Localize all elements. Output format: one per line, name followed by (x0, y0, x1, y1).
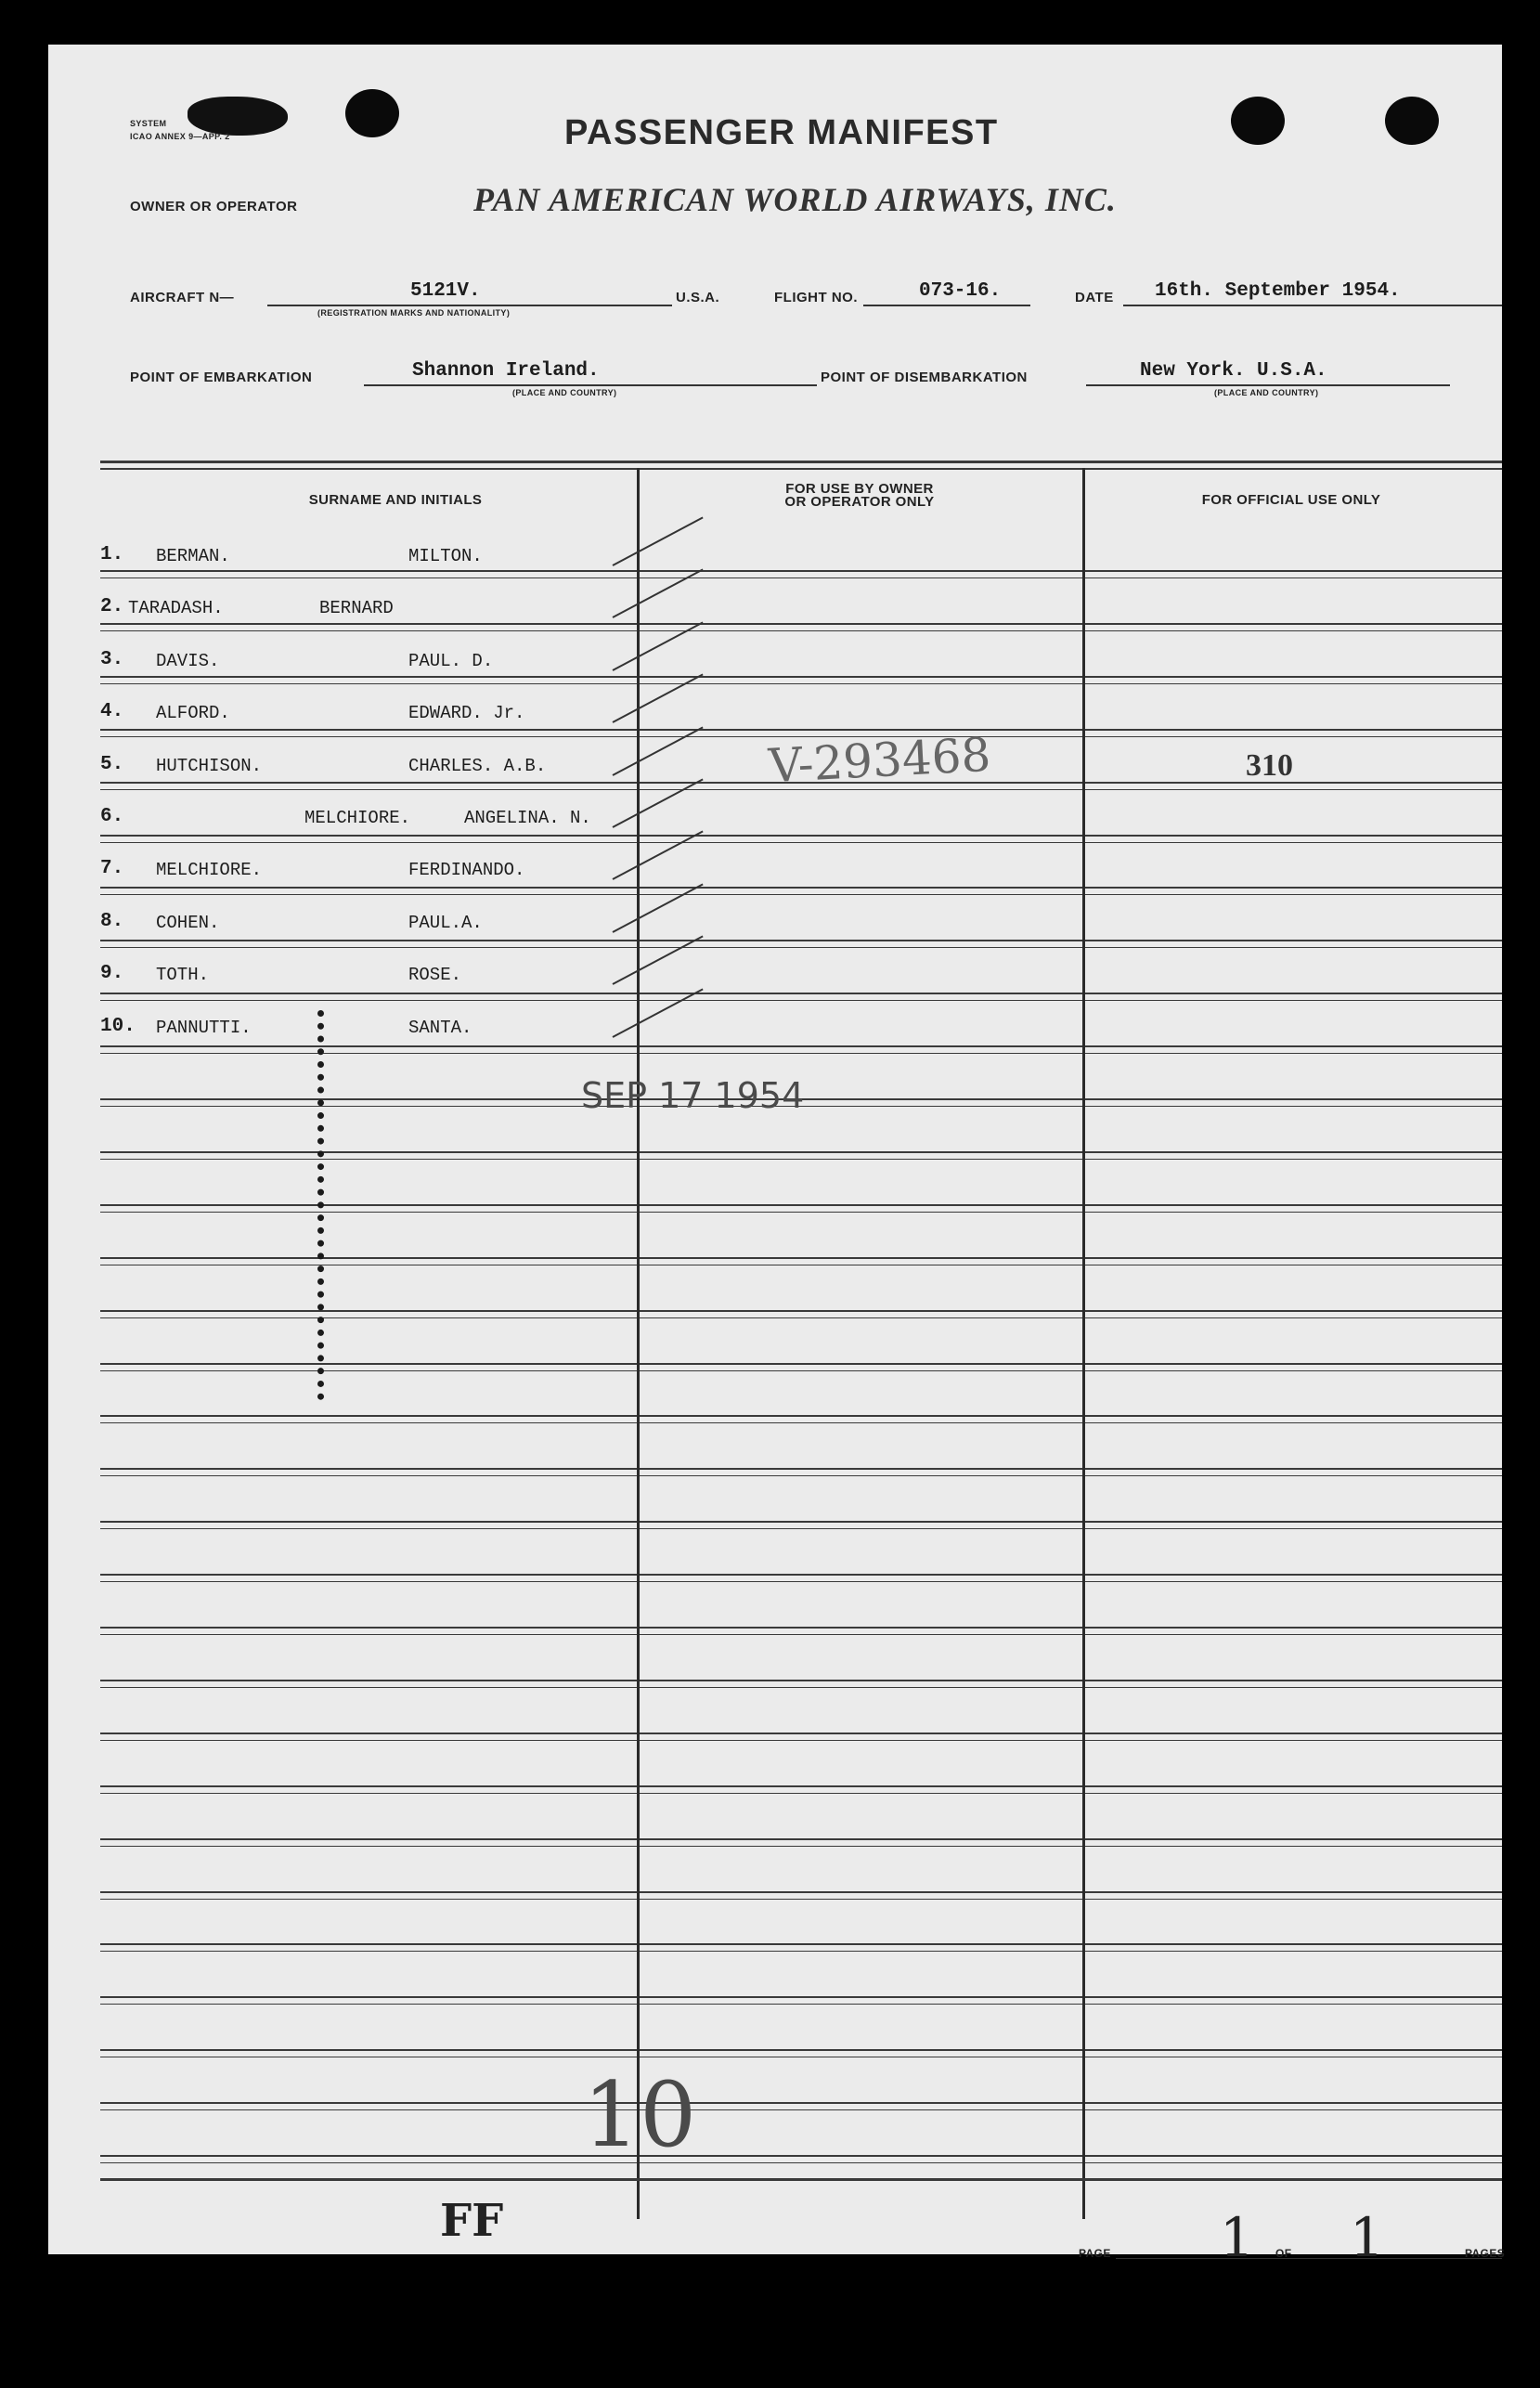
manifest-sheet (48, 45, 1506, 2269)
row-rule (100, 623, 1502, 625)
date-stamp: SEP 17 1954 (581, 1075, 805, 1116)
table-bottom-border (100, 2178, 1502, 2181)
date-underline (1123, 305, 1502, 306)
passenger-given-name: PAUL.A. (408, 913, 483, 933)
column-header-surname: SURNAME AND INITIALS (308, 492, 483, 508)
passenger-given-name: BERNARD (319, 598, 394, 618)
row-rule (100, 1943, 1502, 1945)
checkmark (613, 621, 704, 670)
flight-label: FLIGHT NO. (774, 290, 858, 305)
row-rule (100, 947, 1502, 948)
passenger-surname: TARADASH. (128, 598, 224, 618)
row-rule (100, 1680, 1502, 1681)
pages-label: PAGES (1465, 2247, 1506, 2260)
row-rule (100, 1212, 1502, 1213)
row-rule (100, 2004, 1502, 2005)
column-header-official: FOR OFFICIAL USE ONLY (1201, 492, 1381, 508)
row-rule (100, 1521, 1502, 1523)
passenger-given-name: PAUL. D. (408, 651, 494, 671)
row-rule (100, 1785, 1502, 1787)
dotted-mark (317, 1010, 324, 1400)
aircraft-underline (267, 305, 672, 306)
redaction-blot (188, 97, 288, 136)
row-rule (100, 1891, 1502, 1893)
disembark-value: New York. U.S.A. (1140, 360, 1327, 382)
row-rule (100, 1627, 1502, 1629)
page-title: PASSENGER MANIFEST (564, 113, 999, 152)
passenger-number: 3. (100, 649, 124, 670)
row-rule (100, 570, 1502, 572)
usa-label: U.S.A. (676, 290, 720, 305)
row-rule (100, 1996, 1502, 1998)
row-rule (100, 1370, 1502, 1371)
checkmark (613, 726, 704, 775)
date-label: DATE (1075, 290, 1114, 305)
row-rule (100, 729, 1502, 731)
checkmark (613, 935, 704, 984)
passenger-number: 1. (100, 544, 124, 565)
owner-label: OWNER OR OPERATOR (130, 199, 298, 214)
embark-caption: (PLACE AND COUNTRY) (512, 388, 617, 397)
checkmark (613, 673, 704, 722)
of-label: OF (1275, 2247, 1292, 2260)
row-rule (100, 676, 1502, 678)
page-footer-line (1116, 2258, 1502, 2259)
passenger-surname: HUTCHISON. (156, 756, 263, 776)
row-rule (100, 2109, 1502, 2110)
disembark-caption: (PLACE AND COUNTRY) (1214, 388, 1319, 397)
visa-number: V-293468 (767, 727, 992, 794)
aircraft-value: 5121V. (410, 280, 481, 302)
passenger-given-name: SANTA. (408, 1018, 472, 1038)
row-rule (100, 1733, 1502, 1734)
owner-value: PAN AMERICAN WORLD AIRWAYS, INC. (473, 181, 1117, 218)
passenger-surname: MELCHIORE. (156, 860, 263, 880)
disembark-underline (1086, 384, 1450, 386)
passenger-given-name: EDWARD. Jr. (408, 703, 525, 723)
row-rule (100, 1053, 1502, 1054)
row-rule (100, 1310, 1502, 1312)
date-value: 16th. September 1954. (1155, 280, 1401, 302)
passenger-surname: TOTH. (156, 965, 210, 985)
disembark-label: POINT OF DISEMBARKATION (821, 370, 1028, 385)
row-rule (100, 1846, 1502, 1847)
passenger-number: 10. (100, 1016, 136, 1037)
column-divider-1 (637, 468, 640, 2219)
passenger-given-name: FERDINANDO. (408, 860, 525, 880)
page-value: 1 (1220, 2206, 1254, 2269)
punch-hole-right-1 (1231, 97, 1285, 145)
row-rule (100, 1528, 1502, 1529)
row-rule (100, 894, 1502, 895)
annex-line: ICAO ANNEX 9—APP. 2 (130, 132, 230, 141)
flight-underline (863, 305, 1030, 306)
row-rule (100, 835, 1502, 837)
bottom-scribble: FF (440, 2195, 504, 2247)
total-handwritten: 10 (583, 2063, 697, 2167)
row-rule (100, 2102, 1502, 2104)
passenger-number: 7. (100, 858, 124, 879)
column-header-owner-1: FOR USE BY OWNER (785, 481, 934, 497)
passenger-number: 4. (100, 701, 124, 722)
checkmark (613, 988, 704, 1037)
passenger-given-name: ANGELINA. N. (464, 808, 591, 828)
passenger-number: 9. (100, 963, 124, 984)
checkmark (613, 830, 704, 879)
table-top-border (100, 461, 1502, 463)
passenger-surname: ALFORD. (156, 703, 230, 723)
aircraft-label: AIRCRAFT N— (130, 290, 235, 305)
checkmark (613, 568, 704, 617)
embark-label: POINT OF EMBARKATION (130, 370, 313, 385)
checkmark (613, 778, 704, 827)
row-rule (100, 940, 1502, 941)
row-rule (100, 1045, 1502, 1047)
registration-caption: (REGISTRATION MARKS AND NATIONALITY) (317, 308, 511, 318)
passenger-surname: DAVIS. (156, 651, 220, 671)
punch-hole-left (345, 89, 399, 137)
row-rule (100, 993, 1502, 994)
embark-value: Shannon Ireland. (412, 360, 600, 382)
row-rule (100, 1793, 1502, 1794)
passenger-number: 2. (100, 596, 124, 617)
row-rule (100, 683, 1502, 684)
row-rule (100, 1257, 1502, 1259)
flight-value: 073-16. (919, 280, 1002, 302)
row-rule (100, 1000, 1502, 1001)
row-rule (100, 842, 1502, 843)
row-rule (100, 1838, 1502, 1840)
row-rule (100, 1468, 1502, 1470)
row-rule (100, 1740, 1502, 1741)
passenger-surname: PANNUTTI. (156, 1018, 252, 1038)
passenger-number: 6. (100, 806, 124, 827)
table-top-border-2 (100, 468, 1502, 470)
row-rule (100, 1581, 1502, 1582)
checkmark (613, 516, 704, 565)
passenger-surname: BERMAN. (156, 546, 230, 566)
row-rule (100, 1204, 1502, 1206)
row-rule (100, 1574, 1502, 1576)
row-rule (100, 2049, 1502, 2051)
column-header-owner-2: OR OPERATOR ONLY (784, 494, 935, 510)
row-rule (100, 1159, 1502, 1160)
row-rule (100, 887, 1502, 889)
punch-hole-right-2 (1385, 97, 1439, 145)
row-rule (100, 1475, 1502, 1476)
row-rule (100, 1151, 1502, 1153)
row-rule (100, 1415, 1502, 1417)
checkmark (613, 883, 704, 932)
row-rule (100, 1317, 1502, 1318)
passenger-number: 8. (100, 911, 124, 932)
passenger-given-name: MILTON. (408, 546, 483, 566)
row-rule (100, 1687, 1502, 1688)
passenger-given-name: CHARLES. A.B. (408, 756, 547, 776)
page-label: PAGE (1079, 2247, 1111, 2260)
passenger-surname: MELCHIORE. (304, 808, 411, 828)
passenger-number: 5. (100, 754, 124, 775)
embark-underline (364, 384, 817, 386)
row-rule (100, 1363, 1502, 1365)
system-line: SYSTEM (130, 119, 167, 128)
passenger-given-name: ROSE. (408, 965, 462, 985)
row-rule (100, 2162, 1502, 2163)
row-rule (100, 1422, 1502, 1423)
row-rule (100, 1899, 1502, 1900)
column-divider-2 (1082, 468, 1085, 2219)
row-rule (100, 630, 1502, 631)
row-rule (100, 1634, 1502, 1635)
row-rule (100, 1951, 1502, 1952)
passenger-surname: COHEN. (156, 913, 220, 933)
row-rule (100, 2155, 1502, 2157)
of-value: 1 (1350, 2206, 1384, 2269)
official-number: 310 (1246, 748, 1293, 783)
